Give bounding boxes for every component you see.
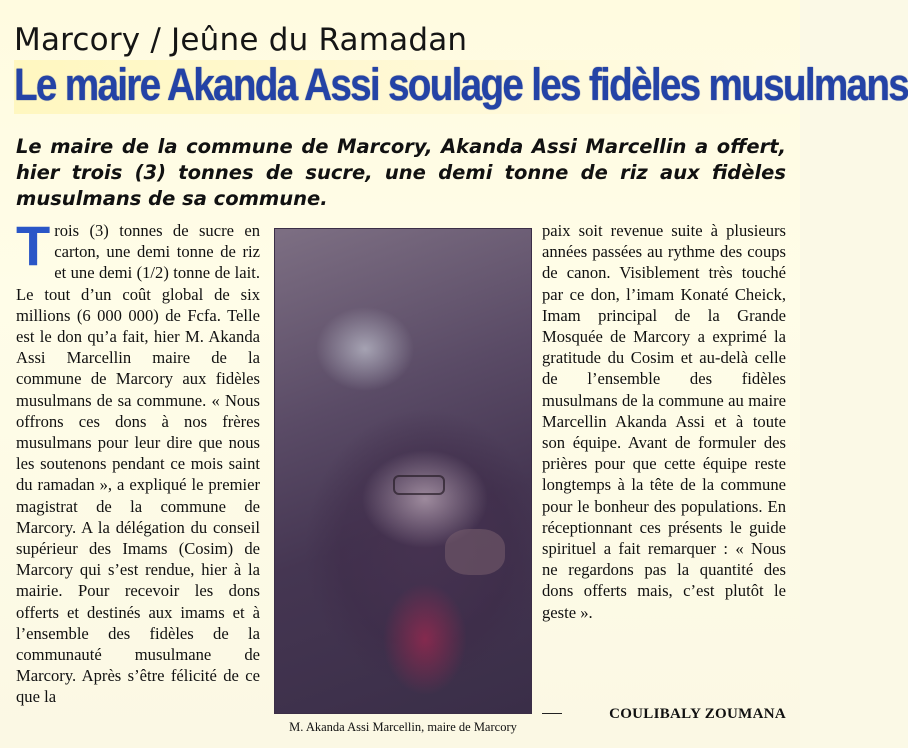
photo-glasses-detail (393, 475, 445, 495)
body-text-right: paix soit revenue suite à plusieurs années passées au rythme des coups de canon. Visiblement très touché par ce don, l’imam Konaté Cheick, Imam principal de la Grande Mosquée de Marcory a exprimé la gratitude du Cosim et au-delà celle de l’ensemble des fidèles musulmans de la commune au maire Marcellin Akanda Assi et à toute son équipe. Avant de formuler des prières pour que cette équipe reste longtemps à la tête de la commune pour le bonheur des populations. En réceptionnant ces présents le guide spirituel a fait remarquer : « Nous ne regardons pas la quantité des dons offerts mais, c’est plutôt le geste ». (542, 221, 786, 622)
photo-hand-detail (445, 529, 505, 575)
body-text-left (16, 214, 260, 708)
photo-caption: M. Akanda Assi Marcellin, maire de Marcory (289, 720, 517, 734)
headline: Le maire Akanda Assi soulage les fidèles musulmans (14, 59, 908, 110)
lead-paragraph: Le maire de la commune de Marcory, Akanda Assi Marcellin a offert, hier trois (3) tonnes de sucre, une demi tonne de riz aux fidèles musulmans de sa commune. (16, 135, 786, 210)
body-left-text: rois (3) tonnes de sucre en carton, une demi tonne de riz et une demi (1/2) tonne de lait. Le tout d’un coût global de six millions (6 000 000) de Fcfa. Telle est le don qu’a fait, hier M. Akanda Assi Marcellin maire de la commune de Marcory aux fidèles musulmans de sa commune. « Nous offrons ces dons à nos frères musulmans pour leur dire que nous les soutenons pendant ce mois saint du ramadan », a expliqué le premier magistrat de la commune de Marcory. A la délégation du conseil supérieur des Imams (Cosim) de Marcory qui s’est rendue, hier à la mairie. Pour recevoir les dons offerts et destinés aux imams et à l’ensemble des fidèles de la communauté musulmane de Marcory. Après s’être félicité de ce que la (16, 221, 260, 707)
mayor-photo (274, 228, 532, 714)
byline: COULIBALY ZOUMANA (609, 706, 786, 722)
body-column-right (542, 220, 786, 623)
section-kicker: Marcory / Jeûne du Ramadan (14, 22, 468, 58)
drop-cap: T (16, 214, 51, 277)
body-column-left (16, 214, 260, 708)
